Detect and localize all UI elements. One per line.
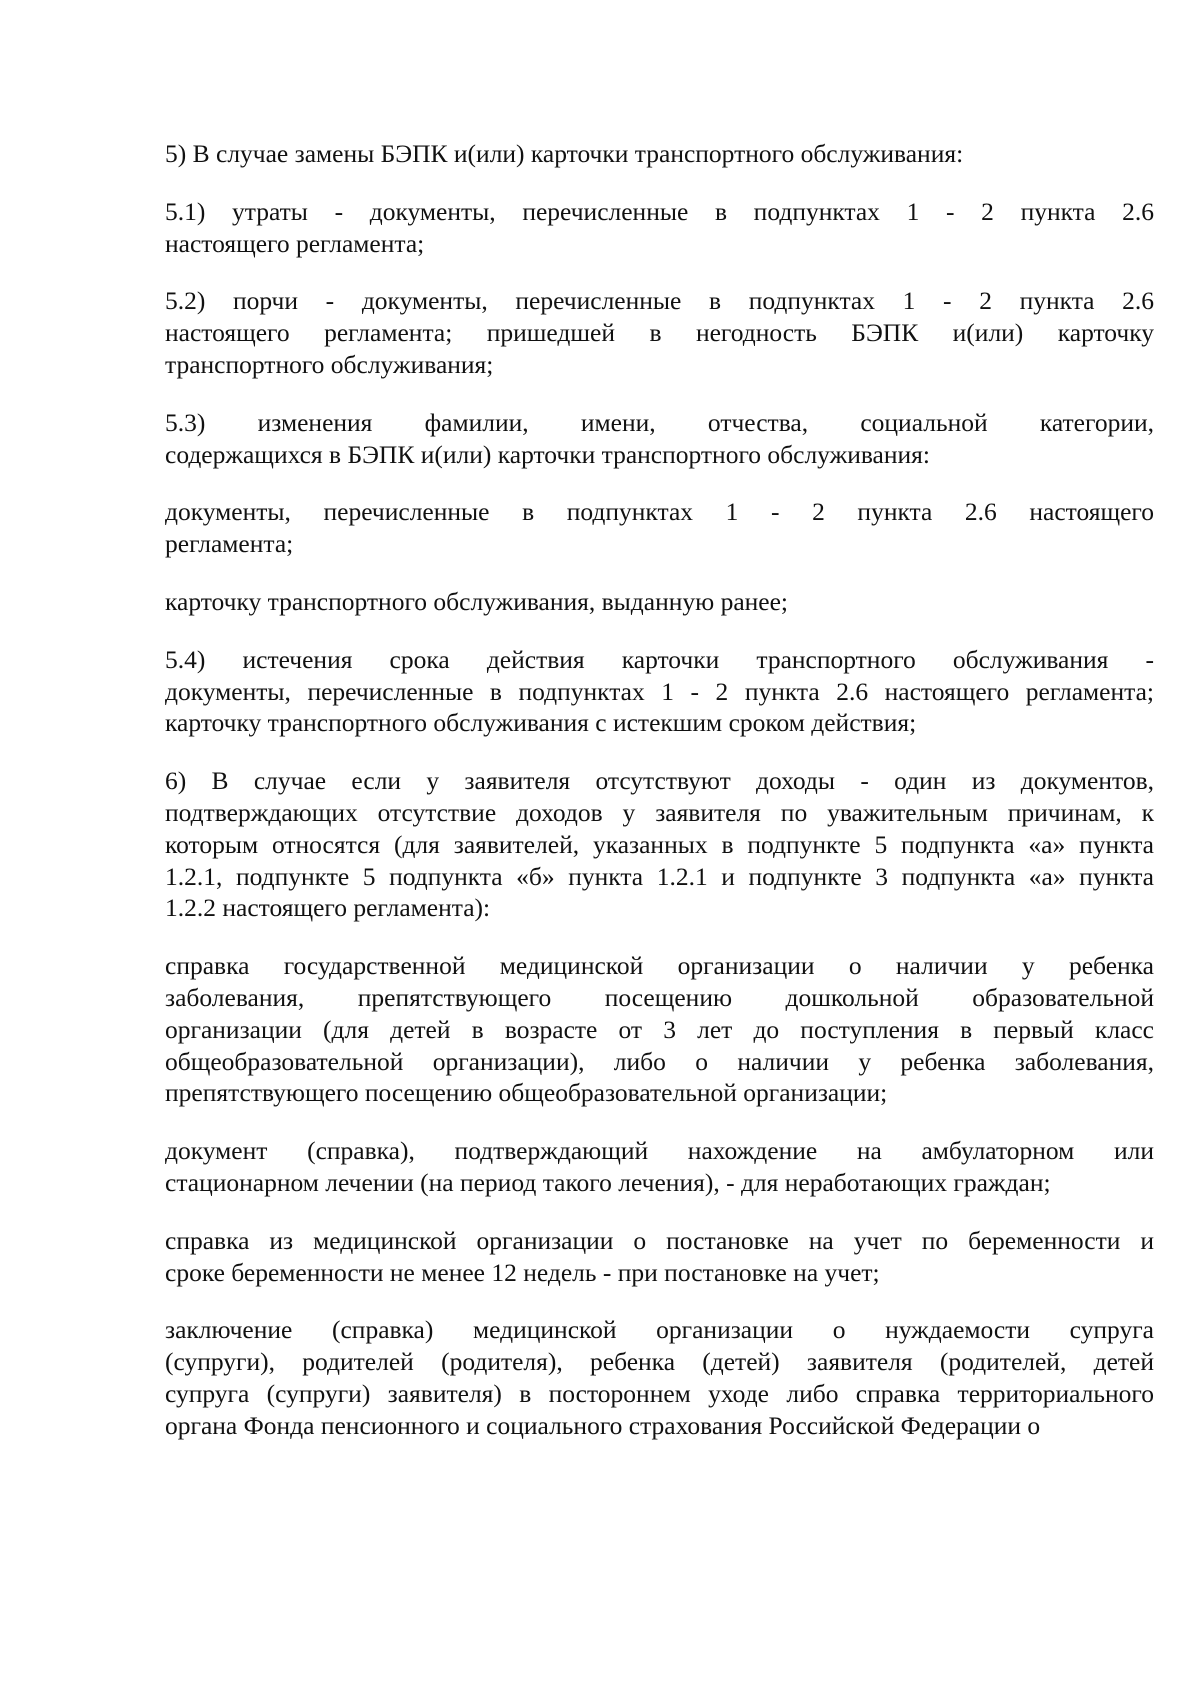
paragraph-line: настоящего регламента; пришедшей в негодность БЭПК и(или) карточку <box>165 318 1154 348</box>
paragraph-line: организации (для детей в возрасте от 3 лет до поступления в первый класс <box>165 1014 1154 1044</box>
paragraph-line: 5) В случае замены БЭПК и(или) карточки транспортного обслуживания: <box>165 139 964 168</box>
paragraph <box>110 496 1154 560</box>
paragraph-line: подтверждающих отсутствие доходов у заявителя по уважительным причинам, к <box>165 797 1154 827</box>
paragraph <box>110 138 1154 170</box>
paragraph-line: документы, перечисленные в подпунктах 1 - 2 пункта 2.6 настоящего регламента; <box>165 676 1154 706</box>
paragraph-line: карточку транспортного обслуживания, выданную ранее; <box>165 586 789 616</box>
paragraph-line: транспортного обслуживания; <box>165 349 494 379</box>
paragraph-line: заболевания, препятствующего посещению дошкольной образовательной <box>165 982 1154 1012</box>
paragraph-line: супруга (супруги) заявителя) в постороннем уходе либо справка территориального <box>165 1378 1154 1408</box>
paragraph <box>110 950 1154 1109</box>
paragraph-line: 5.4) истечения срока действия карточки транспортного обслуживания - <box>165 644 1154 674</box>
paragraph-line: которым относятся (для заявителей, указанных в подпункте 5 подпункта «а» пункта <box>165 829 1154 859</box>
paragraph <box>110 765 1154 924</box>
paragraph-line: 5.3) изменения фамилии, имени, отчества, социальной категории, <box>165 407 1154 437</box>
paragraph-line: содержащихся в БЭПК и(или) карточки транспортного обслуживания: <box>165 439 930 469</box>
paragraph-line: 1.2.2 настоящего регламента): <box>165 893 491 923</box>
paragraph-line: общеобразовательной организации), либо о наличии у ребенка заболевания, <box>165 1046 1154 1076</box>
paragraph <box>110 1135 1154 1199</box>
paragraph-line: справка из медицинской организации о постановке на учет по беременности и <box>165 1225 1154 1255</box>
paragraph-line: документы, перечисленные в подпунктах 1 - 2 пункта 2.6 настоящего <box>165 497 1154 527</box>
paragraph-line: регламента; <box>165 529 294 559</box>
paragraph-line: препятствующего посещению общеобразовательной организации; <box>165 1078 888 1108</box>
paragraph <box>110 1314 1154 1441</box>
paragraph-line: (супруги), родителей (родителя), ребенка (детей) заявителя (родителей, детей <box>165 1347 1154 1377</box>
paragraph-line: сроке беременности не менее 12 недель - при постановке на учет; <box>165 1257 880 1287</box>
paragraph-line: заключение (справка) медицинской организации о нуждаемости супруга <box>165 1315 1154 1345</box>
paragraph <box>110 285 1154 380</box>
paragraph-line: документ (справка), подтверждающий нахождение на амбулаторном или <box>165 1136 1154 1166</box>
paragraph-line: стационарном лечении (на период такого лечения), - для неработающих граждан; <box>165 1167 1051 1197</box>
paragraph-line: органа Фонда пенсионного и социального страхования Российской Федерации о <box>165 1410 1041 1440</box>
paragraph-line: 5.2) порчи - документы, перечисленные в подпунктах 1 - 2 пункта 2.6 <box>165 286 1154 316</box>
paragraph-line: настоящего регламента; <box>165 228 425 258</box>
paragraph <box>110 644 1154 739</box>
paragraph-line: 6) В случае если у заявителя отсутствуют доходы - один из документов, <box>165 766 1154 796</box>
paragraph <box>110 1225 1154 1289</box>
paragraph-line: карточку транспортного обслуживания с истекшим сроком действия; <box>165 708 917 738</box>
paragraph-line: 5.1) утраты - документы, перечисленные в подпунктах 1 - 2 пункта 2.6 <box>165 196 1154 226</box>
paragraph <box>110 407 1154 471</box>
paragraph <box>110 586 1154 618</box>
document-body <box>110 138 1154 1468</box>
paragraph-line: справка государственной медицинской организации о наличии у ребенка <box>165 951 1154 981</box>
paragraph-line: 1.2.1, подпункте 5 подпункта «б» пункта 1.2.1 и подпункте 3 подпункта «а» пункта <box>165 861 1154 891</box>
paragraph <box>110 196 1154 260</box>
